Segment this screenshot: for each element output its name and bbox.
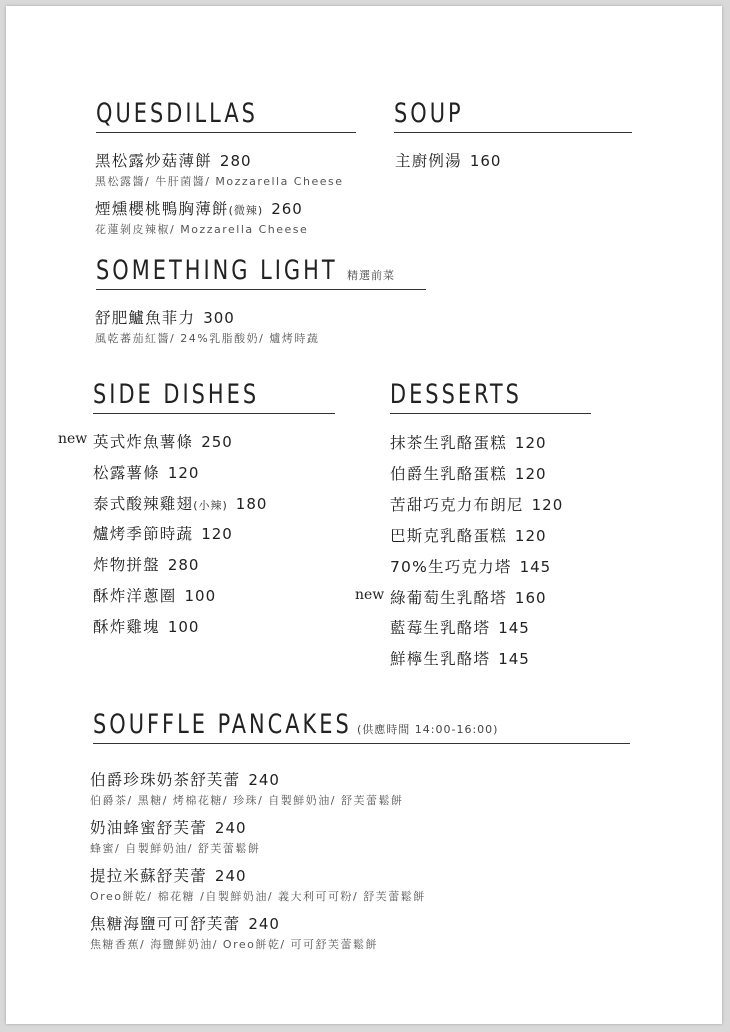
item-name: 酥炸雞塊 <box>93 618 160 636</box>
item-name: 奶油蜂蜜舒芙蕾 <box>90 819 207 837</box>
item-price: 100 <box>184 587 217 605</box>
item-price: 160 <box>469 152 502 170</box>
side-dishes-header <box>93 379 335 414</box>
item-name: 焦糖海鹽可可舒芙蕾 <box>90 915 241 933</box>
item-price: 120 <box>514 465 547 483</box>
item-price: 120 <box>514 434 547 452</box>
soup-header <box>394 98 632 133</box>
item-price: 100 <box>167 618 200 636</box>
menu-item <box>390 431 547 453</box>
item-name: 綠葡萄生乳酪塔 <box>390 589 507 607</box>
menu-item <box>95 306 319 346</box>
item-name: 伯爵生乳酪蛋糕 <box>390 465 507 483</box>
section-title: QUESDILLAS <box>96 98 258 129</box>
item-name: 伯爵珍珠奶茶舒芙蕾 <box>90 771 241 789</box>
menu-item <box>390 555 551 577</box>
menu-page <box>6 6 722 1024</box>
item-price: 280 <box>219 152 252 170</box>
item-description: Oreo餅乾/ 棉花糖 /自製鮮奶油/ 義大利可可粉/ 舒芙蕾鬆餅 <box>90 890 426 903</box>
item-price: 120 <box>514 527 547 545</box>
item-price: 160 <box>514 589 547 607</box>
item-name: 舒肥鱸魚菲力 <box>95 309 196 327</box>
quesdillas-section <box>96 98 356 133</box>
item-name: 主廚例湯 <box>395 152 462 170</box>
side-dishes-section <box>93 379 335 414</box>
section-title: DESSERTS <box>390 379 522 410</box>
item-price: 120 <box>201 525 233 543</box>
item-price: 240 <box>214 867 247 885</box>
item-name: 提拉米蘇舒芙蕾 <box>90 867 207 885</box>
menu-item <box>93 522 233 544</box>
item-description: 蜂蜜/ 自製鮮奶油/ 舒芙蕾鬆餅 <box>90 842 261 855</box>
item-price: 280 <box>167 556 200 574</box>
item-price: 180 <box>235 495 268 513</box>
quesdillas-header <box>96 98 356 133</box>
menu-item <box>395 149 501 171</box>
desserts-section <box>390 379 591 414</box>
item-price: 120 <box>167 464 200 482</box>
item-name: 藍莓生乳酪塔 <box>390 619 491 637</box>
item-name: 黑松露炒菇薄餅 <box>95 152 212 170</box>
item-price: 250 <box>201 433 233 451</box>
item-name: 苦甜巧克力布朗尼 <box>390 496 524 514</box>
souffle-header <box>93 709 630 744</box>
menu-item <box>90 864 426 904</box>
item-name: 爐烤季節時蔬 <box>93 525 194 543</box>
item-name: 松露薯條 <box>93 464 160 482</box>
item-note: (微辣) <box>228 204 264 217</box>
menu-item <box>90 912 378 952</box>
menu-item <box>93 553 199 575</box>
item-name: 英式炸魚薯條 <box>93 433 194 451</box>
something-light-section <box>96 255 426 290</box>
menu-item <box>90 768 404 808</box>
item-price: 240 <box>214 819 247 837</box>
menu-item <box>95 149 344 189</box>
item-price: 145 <box>498 619 530 637</box>
menu-item <box>390 586 547 608</box>
section-title: SOUP <box>394 98 464 129</box>
desserts-header <box>390 379 591 414</box>
menu-item <box>95 197 308 237</box>
item-description: 焦糖香蕉/ 海鹽鮮奶油/ Oreo餅乾/ 可可舒芙蕾鬆餅 <box>90 938 379 951</box>
item-name: 巴斯克乳酪蛋糕 <box>390 527 507 545</box>
item-price: 260 <box>271 200 303 218</box>
item-price: 145 <box>498 650 530 668</box>
item-price: 240 <box>248 915 280 933</box>
item-name: 泰式酸辣雞翅 <box>93 495 194 513</box>
menu-item <box>93 461 199 483</box>
soup-section <box>394 98 632 133</box>
section-subtitle: (供應時間 14:00-16:00) <box>357 723 499 736</box>
item-price: 145 <box>519 558 552 576</box>
item-note: (小辣) <box>193 499 228 512</box>
section-subtitle: 精選前菜 <box>347 269 395 282</box>
menu-item <box>90 816 260 856</box>
menu-item <box>390 462 547 484</box>
item-description: 風乾蕃茄紅醬/ 24%乳脂酸奶/ 爐烤時蔬 <box>95 332 320 345</box>
item-name: 抹茶生乳酪蛋糕 <box>390 434 507 452</box>
new-badge: new <box>58 431 88 447</box>
item-price: 240 <box>248 771 280 789</box>
item-name: 酥炸洋蔥圈 <box>93 587 177 605</box>
new-badge: new <box>355 587 385 603</box>
item-description: 伯爵茶/ 黑糖/ 烤棉花糖/ 珍珠/ 自製鮮奶油/ 舒芙蕾鬆餅 <box>90 794 404 807</box>
menu-item <box>390 524 547 546</box>
souffle-section <box>93 709 630 744</box>
item-description: 黑松露醬/ 牛肝菌醬/ Mozzarella Cheese <box>95 175 344 188</box>
menu-item <box>390 616 530 638</box>
menu-item <box>390 647 530 669</box>
menu-item <box>93 584 216 606</box>
item-name: 鮮檸生乳酪塔 <box>390 650 491 668</box>
item-description: 花蓮剝皮辣椒/ Mozzarella Cheese <box>95 223 309 236</box>
section-title: SOUFFLE PANCAKES <box>93 709 352 740</box>
menu-item <box>93 492 267 514</box>
item-price: 300 <box>203 309 235 327</box>
item-name: 煙燻櫻桃鴨胸薄餅 <box>95 200 229 218</box>
menu-item <box>93 615 199 637</box>
section-title: SIDE DISHES <box>93 379 260 410</box>
menu-item <box>93 430 233 452</box>
menu-item <box>390 493 563 515</box>
item-price: 120 <box>531 496 564 514</box>
something-light-header <box>96 255 426 290</box>
item-name: 70%生巧克力塔 <box>390 558 512 576</box>
item-name: 炸物拼盤 <box>93 556 160 574</box>
section-title: SOMETHING LIGHT <box>96 255 338 286</box>
